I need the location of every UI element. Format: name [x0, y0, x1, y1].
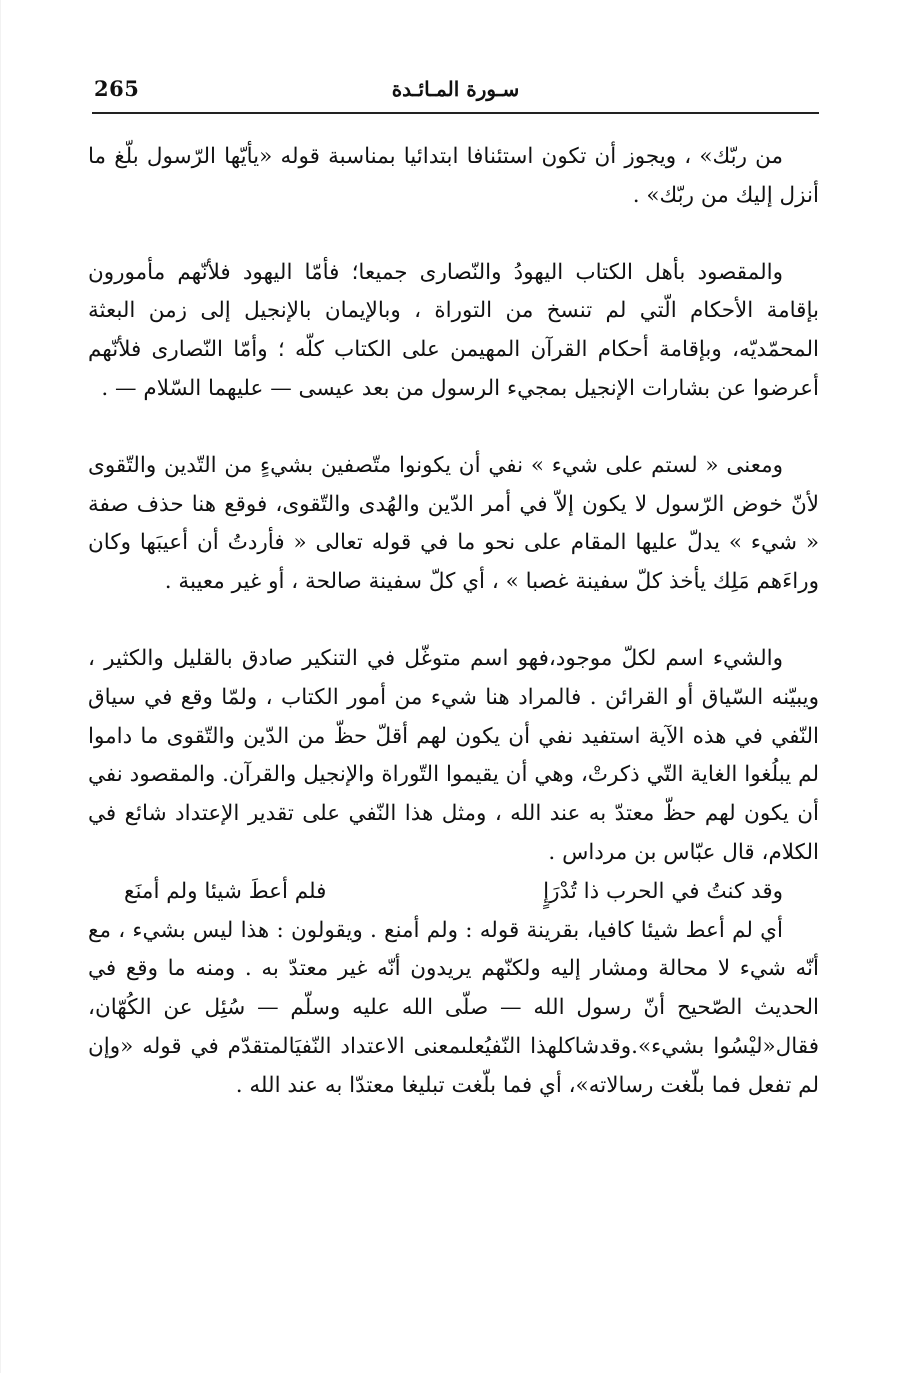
- surah-title: سـورة المـائـدة: [391, 77, 520, 101]
- paragraph-4: والشيء اسم لكلّ موجود،فهو اسم متوغّل في التنكير صادق بالقليل والكثير ، ويبيّنه السّياق أو القرائن . فالمراد هنا شيء من أمور الكتاب ، ولمّا وقع في سياق النّفي في هذه الآية استفيد نفي أن يكون لهم أقلّ حظّ من الدّين والتّقوى ما داموا لم يبلُغوا الغاية التّي ذكرتْ، وهي أن يقيموا التّوراة والإنجيل والقرآن. والمقصود نفي أن يكون لهم حظّ معتدّ به عند الله ، ومثل هذا النّفي على تقدير الإعتداد شائع في الكلام، قال عبّاس بن مرداس .: [88, 645, 819, 865]
- header-rule: [92, 112, 819, 114]
- poetry-verse: [88, 873, 819, 912]
- page-edge: [0, 0, 1, 1373]
- paragraph-5: أي لم أعط شيئا كافيا، بقرينة قوله : ولم أمنع . ويقولون : هذا ليس بشيء ، مع أنّه شيء لا محالة ومشار إليه ولكنّهم يريدون أنّه غير معتدّ به . ومنه ما وقع في الحديث الصّحيح أنّ رسول الله — صلّى الله عليه وسلّم — سُئِل عن الكُهّان، فقال«ليْسُوا بشيء».وقدشاكلهذا النّفيُعلىمعنى الاعتداد النّفيَالمتقدّم في قوله «وإن لم تفعل فما بلّغت رسالاته»، أي فما بلّغت تبليغا معتدّا به عند الله .: [88, 917, 819, 1098]
- page-number: 265: [94, 76, 140, 101]
- verse-first-hemistich: وقد كنتُ في الحرب ذا تُدْرَإٍ: [543, 878, 783, 904]
- paragraph-gap: [88, 409, 819, 447]
- paragraph-gap: [88, 216, 819, 254]
- paragraph-2: والمقصود بأهل الكتاب اليهودُ والنّصارى جميعا؛ فأمّا اليهود فلأنّهم مأمورون بإقامة الأحكام الّتي لم تنسخ من التوراة ، وبالإيمان بالإنجيل إلى زمن البعثة المحمّديّه، وبإقامة أحكام القرآن المهيمن على الكتاب كلّه ؛ وأمّا النّصارى فلأنّهم أعرضوا عن بشارات الإنجيل بمجيء الرسول من بعد عيسى — عليهما السّلام — .: [88, 259, 819, 401]
- paragraph-3: ومعنى « لستم على شيء » نفي أن يكونوا متّصفين بشيءٍ من التّدين والتّقوى لأنّ خوض الرّسول لا يكون إلاّ في أمر الدّين والهُدى والتّقوى، فوقع هنا حذف صفة « شيء » يدلّ عليها المقام على نحو ما في قوله تعالى « فأردتُ أن أعيبَها وكان وراءَهم مَلِك يأخذ كلّ سفينة غصبا » ، أي كلّ سفينة صالحة ، أو غير معيبة .: [88, 452, 819, 595]
- verse-second-hemistich: فلم أعطَ شيئا ولم أمنَع: [124, 878, 327, 904]
- page-body: [88, 138, 819, 1106]
- paragraph-1: من ربّك» ، ويجوز أن تكون استئنافا ابتدائيا بمناسبة قوله «يأيّها الرّسول بلّغ ما أنزل إليك من ربّك» .: [88, 144, 819, 208]
- paragraph-gap: [88, 602, 819, 640]
- page-header: [92, 74, 819, 108]
